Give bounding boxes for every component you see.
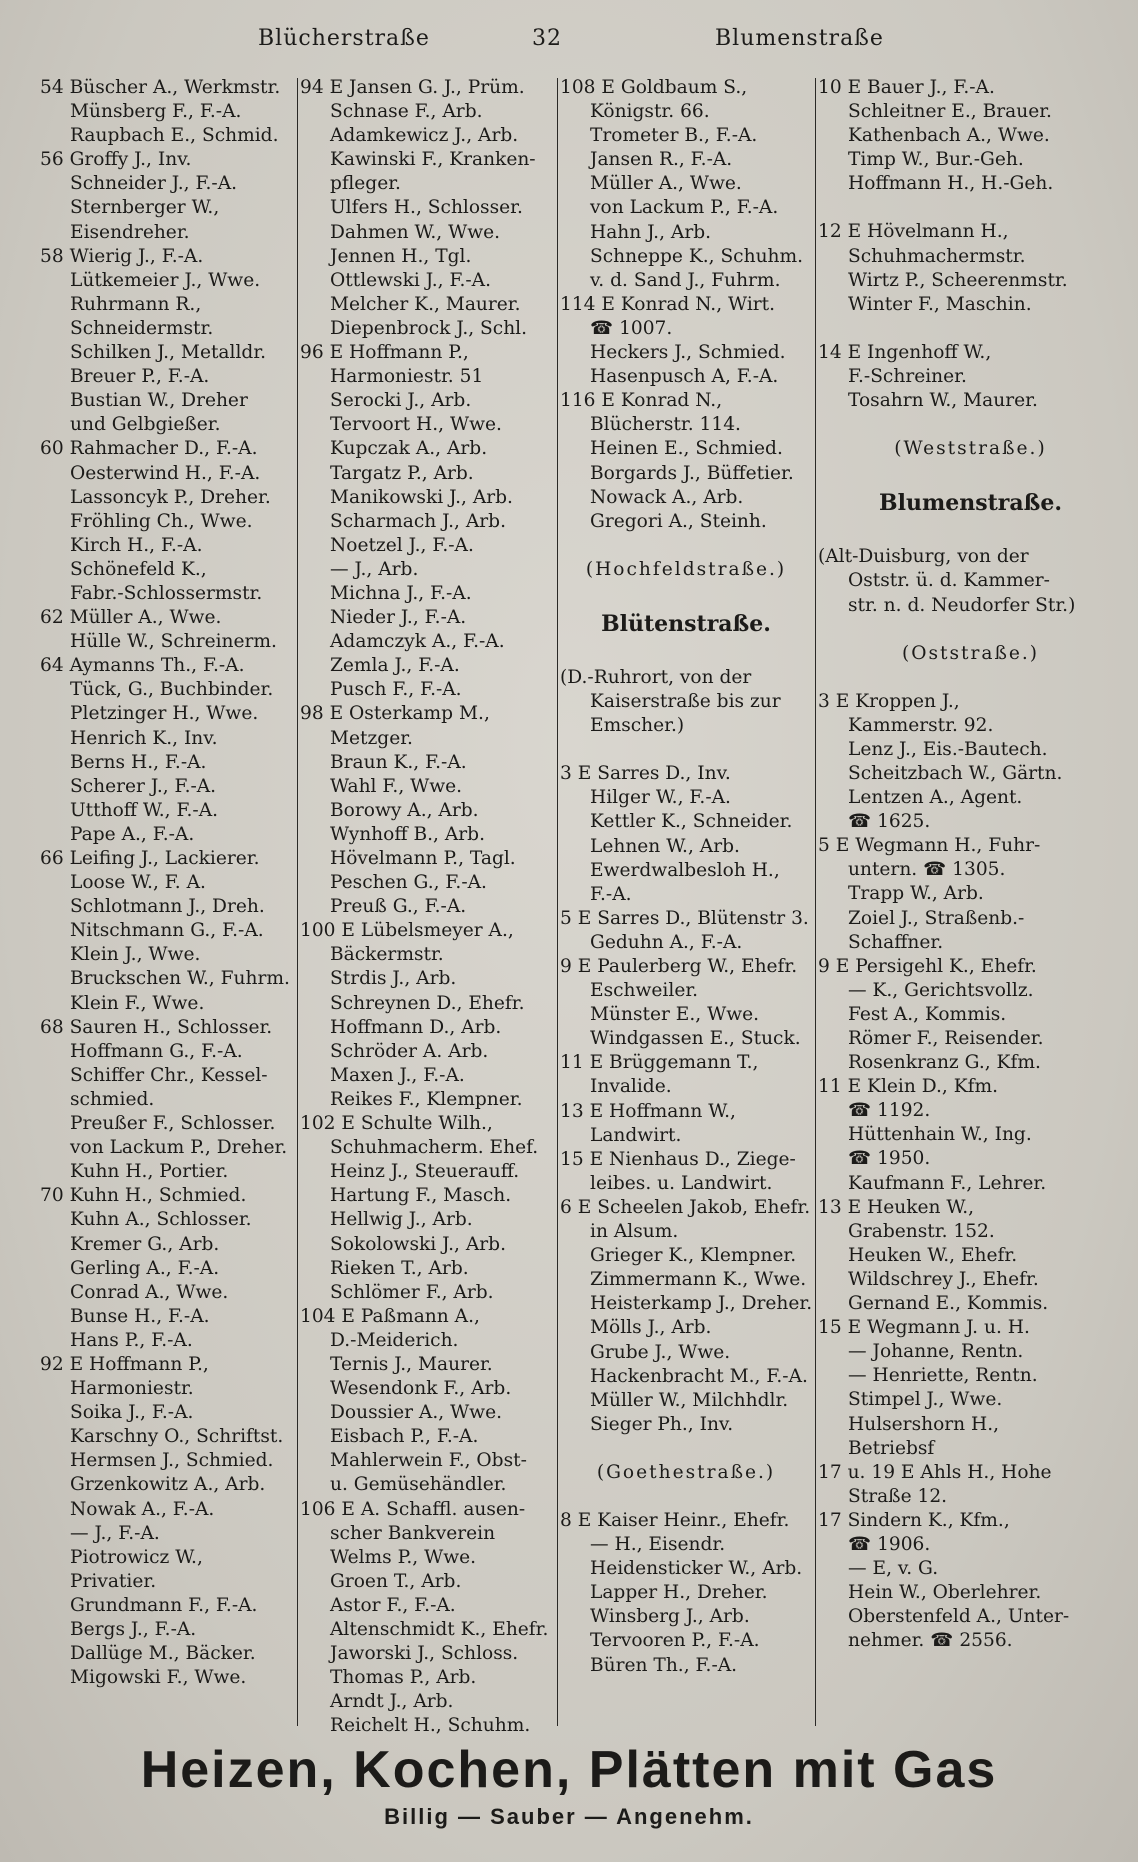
directory-entry: Strdis J., Arb. [330, 968, 457, 990]
directory-entry: Stimpel J., Wwe. [848, 1389, 1003, 1411]
directory-entry [560, 1437, 812, 1461]
directory-entry: Emscher.) [590, 715, 685, 737]
directory-entry: Arndt J., Arb. [330, 1691, 454, 1713]
directory-entry: Berns H., F.-A. [70, 751, 207, 773]
directory-entry: (Weststraße.) [894, 438, 1047, 460]
directory-entry: Hackenbracht M., F.-A. [590, 1365, 808, 1387]
directory-entry: Königstr. 66. [590, 101, 710, 123]
directory-entry: (Hochfeldstraße.) [585, 558, 787, 580]
directory-entry: Schaffner. [848, 931, 944, 953]
directory-entry: Schönefeld K., [70, 558, 207, 580]
directory-entry: ☎ 1950. [848, 1148, 931, 1170]
directory-entry: Welms P., Wwe. [330, 1546, 477, 1568]
directory-entry: Schleitner E., Brauer. [848, 101, 1052, 123]
directory-entry: Heckers J., Schmied. [590, 342, 786, 364]
directory-entry: Lenz J., Eis.-Bautech. [848, 738, 1048, 760]
column-divider [557, 78, 558, 1726]
directory-entry: 5 E Sarres D., Blütenstr 3. [560, 907, 809, 929]
directory-entry: Müller A., Wwe. [590, 173, 742, 195]
directory-entry: Bunse H., F.-A. [70, 1305, 210, 1327]
directory-entry: Blücherstr. 114. [590, 414, 741, 436]
directory-entry: Betriebsf [848, 1437, 935, 1459]
directory-entry: leibes. u. Landwirt. [590, 1172, 773, 1194]
directory-entry: Bustian W., Dreher [70, 390, 248, 412]
directory-entry [818, 413, 1123, 437]
directory-entry: Grabenstr. 152. [848, 1220, 995, 1242]
directory-entry: Invalide. [590, 1076, 672, 1098]
directory-entry: Ruhrmann R., [70, 293, 202, 315]
directory-entry [560, 1485, 812, 1509]
directory-entry: 3 E Kroppen J., [818, 690, 960, 712]
directory-entry: 96 E Hoffmann P., [300, 342, 469, 364]
directory-entry: Hoffmann G., F.-A. [70, 1040, 243, 1062]
directory-entry: 13 E Hoffmann W., [560, 1100, 736, 1122]
directory-entry: Windgassen E., Stuck. [590, 1028, 801, 1050]
directory-entry: pfleger. [330, 173, 401, 195]
directory-entry: Reichelt H., Schuhm. [330, 1715, 531, 1737]
directory-entry: Fröhling Ch., Wwe. [70, 510, 253, 532]
directory-entry: 10 E Bauer J., F.-A. [818, 77, 995, 98]
directory-entry: Breuer P., F.-A. [70, 366, 210, 388]
directory-entry: Bäckermstr. [330, 944, 444, 966]
directory-entry: 56 Groffy J., Inv. [40, 149, 192, 171]
directory-entry: 100 E Lübelsmeyer A., [300, 920, 514, 942]
directory-entry: Grzenkowitz A., Arb. [70, 1474, 266, 1496]
directory-entry: Harmoniestr. 51 [330, 366, 484, 388]
directory-entry: Schröder A. Arb. [330, 1040, 489, 1062]
directory-entry: Kathenbach A., Wwe. [848, 125, 1050, 147]
directory-entry: schmied. [70, 1088, 155, 1110]
directory-entry [818, 521, 1123, 545]
directory-entry: Preuß G., F.-A. [330, 896, 467, 918]
directory-entry: F.-Schreiner. [848, 365, 967, 387]
directory-entry: Hüttenhain W., Ing. [848, 1124, 1032, 1146]
directory-entry: Kremer G., Arb. [70, 1233, 220, 1255]
directory-entry [560, 582, 812, 606]
directory-entry: 17 Sindern K., Kfm., [818, 1509, 1010, 1531]
directory-entry: Kupczak A., Arb. [330, 438, 488, 460]
header-right-street: Blumenstraße [715, 26, 884, 51]
directory-entry: Büren Th., F.-A. [590, 1654, 738, 1676]
directory-entry: Blumenstraße. [879, 491, 1062, 516]
directory-entry: — H., Eisendr. [590, 1534, 726, 1556]
directory-entry: Reikes F., Klempner. [330, 1088, 523, 1110]
directory-entry: Sokolowski J., Arb. [330, 1233, 506, 1255]
directory-entry: Jaworski J., Schloss. [330, 1643, 519, 1665]
directory-entry: Grundmann F., F.-A. [70, 1594, 258, 1616]
directory-entry: Diepenbrock J., Schl. [330, 317, 528, 339]
directory-entry: Klein J., Wwe. [70, 944, 201, 966]
directory-entry: Hartung F., Masch. [330, 1185, 512, 1207]
directory-entry: Winsberg J., Arb. [590, 1606, 750, 1628]
directory-entry: Oststr. ü. d. Kammer- [848, 570, 1050, 592]
directory-entry: Oberstenfeld A., Unter- [848, 1606, 1070, 1628]
directory-entry: Melcher K., Maurer. [330, 293, 521, 315]
directory-entry: — J., F.-A. [70, 1522, 160, 1544]
directory-entry: ☎ 1906. [848, 1533, 931, 1555]
directory-entry: Lehnen W., Arb. [590, 835, 740, 857]
directory-entry: 114 E Konrad N., Wirt. [560, 293, 776, 315]
directory-entry: Henrich K., Inv. [70, 727, 218, 749]
directory-entry: Scheitzbach W., Gärtn. [848, 762, 1063, 784]
directory-entry: — E, v. G. [848, 1558, 939, 1580]
directory-entry: Schneidermstr. [70, 317, 214, 339]
directory-entry: Wirtz P., Scheerenmstr. [848, 269, 1068, 291]
directory-entry: Serocki J., Arb. [330, 390, 472, 412]
directory-entry: Heisterkamp J., Dreher. [590, 1293, 812, 1315]
column-4 [818, 76, 1123, 1653]
directory-entry: Conrad A., Wwe. [70, 1281, 229, 1303]
directory-entry: Borowy A., Arb. [330, 799, 479, 821]
directory-entry: 3 E Sarres D., Inv. [560, 763, 731, 785]
directory-entry: Hahn J., Arb. [590, 221, 712, 243]
directory-entry: Hilger W., F.-A. [590, 787, 731, 809]
directory-entry: 9 E Paulerberg W., Ehefr. [560, 956, 798, 977]
directory-entry: Kettler K., Schneider. [590, 811, 793, 833]
directory-entry: Tück, G., Buchbinder. [70, 679, 274, 701]
directory-entry: nehmer. ☎ 2556. [848, 1630, 1013, 1652]
directory-entry: Zimmermann K., Wwe. [590, 1269, 807, 1291]
directory-entry: 108 E Goldbaum S., [560, 77, 748, 98]
directory-entry: untern. ☎ 1305. [848, 859, 1006, 881]
directory-entry: Schreynen D., Ehefr. [330, 992, 525, 1014]
directory-entry: Sternberger W., [70, 197, 220, 219]
directory-entry: 58 Wierig J., F.-A. [40, 245, 204, 267]
directory-entry: Noetzel J., F.-A. [330, 534, 474, 556]
directory-entry: Nieder J., F.-A. [330, 607, 467, 629]
directory-entry: Rieken T., Arb. [330, 1257, 469, 1279]
directory-entry: Blütenstraße. [601, 611, 771, 636]
directory-entry: str. n. d. Neudorfer Str.) [848, 594, 1076, 616]
directory-entry: Eisendreher. [70, 221, 190, 243]
directory-entry: Wesendonk F., Arb. [330, 1378, 512, 1400]
directory-entry: Münsberg F., F.-A. [70, 101, 242, 123]
directory-entry: Jennen H., Tgl. [330, 245, 472, 267]
directory-entry: und Gelbgießer. [70, 414, 221, 436]
directory-entry: Münster E., Wwe. [590, 1004, 760, 1026]
directory-entry: 15 E Nienhaus D., Ziege- [560, 1148, 796, 1170]
directory-entry: Gerling A., F.-A. [70, 1257, 220, 1279]
directory-entry: 5 E Wegmann H., Fuhr- [818, 835, 1041, 857]
directory-entry: Mahlerwein F., Obst- [330, 1450, 527, 1472]
directory-entry: Schneider J., F.-A. [70, 173, 238, 195]
directory-entry [818, 618, 1123, 642]
directory-entry: 17 u. 19 E Ahls H., Hohe [818, 1461, 1052, 1483]
header-left-street: Blücherstraße [258, 26, 430, 51]
directory-entry: Römer F., Reisender. [848, 1028, 1044, 1049]
column-divider [297, 78, 298, 1726]
directory-entry: Targatz P., Arb. [330, 462, 474, 484]
directory-entry: 98 E Osterkamp M., [300, 703, 490, 725]
directory-entry: v. d. Sand J., Fuhrm. [590, 269, 781, 291]
directory-entry: Braun K., F.-A. [330, 751, 467, 773]
column-2 [300, 76, 554, 1738]
directory-entry: (Alt-Duisburg, von der [818, 546, 1029, 568]
directory-entry: Rosenkranz G., Kfm. [848, 1052, 1041, 1074]
directory-entry: Kammerstr. 92. [848, 714, 994, 736]
directory-entry: Piotrowicz W., [70, 1546, 203, 1568]
directory-entry: Müller W., Milchhdlr. [590, 1389, 789, 1411]
page-number: 32 [532, 26, 562, 51]
directory-entry: 104 E Paßmann A., [300, 1305, 480, 1327]
directory-entry: Schuhmacherm. Ehef. [330, 1137, 539, 1159]
directory-entry: Kawinski F., Kranken- [330, 149, 536, 171]
directory-entry: Wahl F., Wwe. [330, 775, 463, 797]
directory-entry: 70 Kuhn H., Schmied. [40, 1185, 247, 1207]
directory-entry: Schilken J., Metalldr. [70, 342, 267, 364]
directory-entry: — Henriette, Rentn. [848, 1365, 1038, 1387]
directory-entry: in Alsum. [590, 1221, 679, 1243]
directory-entry: Karschny O., Schriftst. [70, 1426, 284, 1448]
directory-entry: Zemla J., F.-A. [330, 655, 460, 677]
directory-entry: — Johanne, Rentn. [848, 1341, 1024, 1363]
directory-entry: Nowack A., Arb. [590, 486, 744, 508]
directory-entry: Manikowski J., Arb. [330, 486, 513, 508]
directory-entry: — J., Arb. [330, 558, 419, 580]
directory-entry: Ewerdwalbesloh H., [590, 859, 780, 881]
directory-entry: Scherer J., F.-A. [70, 775, 217, 797]
directory-entry: — K., Gerichtsvollz. [848, 979, 1034, 1001]
directory-entry: (Goethestraße.) [596, 1461, 776, 1483]
directory-entry: Migowski F., Wwe. [70, 1667, 247, 1689]
directory-entry: Schuhmachermstr. [848, 245, 1026, 267]
directory-entry: Oesterwind H., F.-A. [70, 462, 261, 484]
directory-entry: Schnase F., Arb. [330, 101, 483, 123]
directory-entry: scher Bankverein [330, 1522, 496, 1544]
directory-entry: Loose W., F. A. [70, 872, 206, 894]
directory-entry: Preußer F., Schlosser. [70, 1113, 276, 1135]
directory-entry: Nowak A., F.-A. [70, 1498, 215, 1520]
directory-entry: 116 E Konrad N., [560, 390, 723, 412]
column-3 [560, 76, 812, 1678]
directory-entry: Doussier A., Wwe. [330, 1402, 503, 1424]
directory-entry: u. Gemüsehändler. [330, 1474, 507, 1496]
directory-entry: 9 E Persigehl K., Ehefr. [818, 955, 1037, 977]
directory-entry [818, 666, 1123, 690]
directory-entry: Heinz J., Steuerauff. [330, 1161, 520, 1183]
directory-entry: Lassoncyk P., Dreher. [70, 486, 271, 508]
directory-entry [560, 642, 812, 666]
directory-entry: Schiffer Chr., Kessel- [70, 1064, 268, 1086]
directory-entry: 94 E Jansen G. J., Prüm. [300, 77, 525, 98]
directory-entry: Winter F., Maschin. [848, 293, 1032, 315]
directory-entry: 14 E Ingenhoff W., [818, 341, 992, 363]
directory-entry: Grube J., Wwe. [590, 1341, 731, 1363]
directory-entry: 92 E Hoffmann P., [40, 1353, 209, 1375]
directory-entry: 68 Sauren H., Schlosser. [40, 1016, 273, 1038]
directory-entry: Schlotmann J., Dreh. [70, 896, 265, 918]
directory-entry: Hülle W., Schreinerm. [70, 631, 277, 653]
directory-entry: (Oststraße.) [901, 642, 1040, 664]
directory-entry: Soika J., F.-A. [70, 1402, 194, 1424]
directory-entry: Eisbach P., F.-A. [330, 1426, 479, 1448]
directory-entry: Ulfers H., Schlosser. [330, 197, 523, 219]
directory-entry: Peschen G., F.-A. [330, 872, 487, 894]
directory-entry: von Lackum P., Dreher. [70, 1137, 288, 1159]
directory-entry: Metzger. [330, 727, 413, 749]
directory-entry: 11 E Brüggemann T., [560, 1052, 759, 1074]
directory-entry: Wildschrey J., Ehefr. [848, 1268, 1039, 1290]
directory-entry: ☎ 1625. [848, 811, 931, 833]
directory-entry: Trapp W., Arb. [848, 883, 984, 905]
directory-entry: Thomas P., Arb. [330, 1667, 477, 1689]
directory-entry: Pletzinger H., Wwe. [70, 703, 259, 725]
directory-entry: Hellwig J., Arb. [330, 1209, 473, 1231]
directory-entry: Tosahrn W., Maurer. [848, 390, 1038, 412]
directory-entry: Kuhn H., Portier. [70, 1161, 229, 1183]
directory-entry: Scharmach J., Arb. [330, 510, 506, 532]
directory-entry: Kaufmann F., Lehrer. [848, 1172, 1047, 1194]
directory-entry: Kirch H., F.-A. [70, 534, 203, 556]
directory-entry: Ottlewski J., F.-A. [330, 269, 491, 291]
directory-entry: Kaiserstraße bis zur [590, 691, 781, 713]
directory-entry: Hasenpusch A, F.-A. [590, 366, 779, 388]
directory-entry [818, 196, 1123, 220]
directory-entry: Schneppe K., Schuhm. [590, 245, 804, 267]
directory-entry: 66 Leifing J., Lackierer. [40, 848, 260, 869]
directory-entry: Adamkewicz J., Arb. [330, 125, 519, 147]
directory-entry: Privatier. [70, 1570, 157, 1592]
directory-entry: Lütkemeier J., Wwe. [70, 269, 261, 291]
directory-entry: F.-A. [590, 883, 632, 905]
directory-entry: Hans P., F.-A. [70, 1329, 193, 1351]
directory-entry: ☎ 1007. [590, 317, 673, 339]
directory-entry: Bergs J., F.-A. [70, 1619, 197, 1640]
directory-entry: Astor F., F.-A. [330, 1594, 456, 1616]
directory-entry: 102 E Schulte Wilh., [300, 1113, 493, 1135]
directory-entry [560, 738, 812, 762]
directory-entry: Nitschmann G., F.-A. [70, 920, 264, 942]
directory-entry: (D.-Ruhrort, von der [560, 666, 752, 688]
directory-entry: Heidensticker W., Arb. [590, 1558, 803, 1580]
directory-entry [818, 461, 1123, 485]
directory-entry: 6 E Scheelen Jakob, Ehefr. [560, 1196, 811, 1218]
gas-advert-tagline: Billig — Sauber — Angenehm. [384, 1804, 754, 1829]
directory-entry: Schlömer F., Arb. [330, 1281, 494, 1303]
directory-entry: Jansen R., F.-A. [590, 149, 733, 171]
directory-entry: Gregori A., Steinh. [590, 510, 767, 532]
directory-entry: 12 E Hövelmann H., [818, 221, 1009, 243]
directory-entry: Utthoff W., F.-A. [70, 799, 219, 821]
directory-entry: Dahmen W., Wwe. [330, 221, 501, 243]
directory-entry: 15 E Wegmann J. u. H. [818, 1317, 1030, 1339]
directory-entry: Borgards J., Büffetier. [590, 462, 794, 484]
directory-entry: Wynhoff B., Arb. [330, 823, 485, 845]
gas-advert-headline: Heizen, Kochen, Plätten mit Gas [140, 1741, 998, 1799]
directory-entry [560, 534, 812, 558]
column-divider [815, 78, 816, 1726]
directory-entry: Hoffmann H., H.-Geh. [848, 173, 1054, 195]
directory-entry: Groen T., Arb. [330, 1570, 462, 1592]
directory-entry: Altenschmidt K., Ehefr. [330, 1619, 549, 1640]
directory-entry: 64 Aymanns Th., F.-A. [40, 655, 245, 677]
directory-entry: 60 Rahmacher D., F.-A. [40, 438, 258, 460]
directory-entry: 13 E Heuken W., [818, 1196, 975, 1218]
directory-entry: Pusch F., F.-A. [330, 679, 462, 701]
directory-entry: Landwirt. [590, 1124, 682, 1146]
directory-entry: Raupbach E., Schmid. [70, 125, 279, 147]
directory-entry: von Lackum P., F.-A. [590, 197, 779, 219]
directory-entry: Heinen E., Schmied. [590, 438, 783, 460]
directory-entry: Fabr.-Schlossermstr. [70, 582, 263, 604]
directory-entry: Pape A., F.-A. [70, 823, 195, 845]
directory-entry: Tervooren P., F.-A. [590, 1630, 760, 1652]
directory-entry: Harmoniestr. [70, 1378, 194, 1400]
directory-entry: D.-Meiderich. [330, 1329, 459, 1351]
directory-entry: Ternis J., Maurer. [330, 1353, 493, 1375]
directory-entry: Lentzen A., Agent. [848, 787, 1023, 809]
directory-entry: Trometer B., F.-A. [590, 125, 758, 147]
directory-entry: Timp W., Bur.-Geh. [848, 149, 1024, 171]
directory-entry: Zoiel J., Straßenb.- [848, 907, 1025, 929]
directory-entry: Heuken W., Ehefr. [848, 1244, 1018, 1266]
directory-entry: Tervoort H., Wwe. [330, 414, 502, 436]
directory-entry: Fest A., Kommis. [848, 1003, 1007, 1025]
directory-entry: ☎ 1192. [848, 1100, 931, 1122]
directory-entry: Michna J., F.-A. [330, 582, 472, 604]
directory-entry: Straße 12. [848, 1485, 948, 1507]
directory-entry: Hein W., Oberlehrer. [848, 1582, 1042, 1604]
directory-entry: 106 E A. Schaffl. ausen- [300, 1498, 526, 1520]
directory-entry: 8 E Kaiser Heinr., Ehefr. [560, 1509, 790, 1531]
directory-entry: 62 Müller A., Wwe. [40, 607, 222, 629]
directory-entry: Adamczyk A., F.-A. [330, 631, 505, 653]
directory-entry: Eschweiler. [590, 980, 699, 1002]
directory-entry: Dallüge M., Bäcker. [70, 1643, 256, 1665]
directory-entry: Grieger K., Klempner. [590, 1245, 797, 1267]
directory-entry: Gernand E., Kommis. [848, 1293, 1049, 1315]
directory-entry: Hoffmann D., Arb. [330, 1016, 502, 1038]
directory-entry: Geduhn A., F.-A. [590, 931, 743, 953]
directory-entry: Hulsershorn H., [848, 1413, 1000, 1435]
directory-entry: 11 E Klein D., Kfm. [818, 1076, 999, 1098]
column-1 [40, 76, 296, 1690]
directory-entry [818, 317, 1123, 341]
directory-entry: Kuhn A., Schlosser. [70, 1209, 252, 1231]
directory-entry: Maxen J., F.-A. [330, 1064, 465, 1086]
directory-entry: Hövelmann P., Tagl. [330, 848, 516, 869]
directory-entry: Hermsen J., Schmied. [70, 1450, 274, 1472]
directory-entry: Lapper H., Dreher. [590, 1582, 768, 1604]
directory-entry: Sieger Ph., Inv. [590, 1413, 734, 1435]
directory-entry: Klein F., Wwe. [70, 992, 205, 1014]
directory-entry: Mölls J., Arb. [590, 1317, 712, 1339]
directory-entry: 54 Büscher A., Werkmstr. [40, 77, 281, 98]
directory-entry: Bruckschen W., Fuhrm. [70, 968, 290, 990]
